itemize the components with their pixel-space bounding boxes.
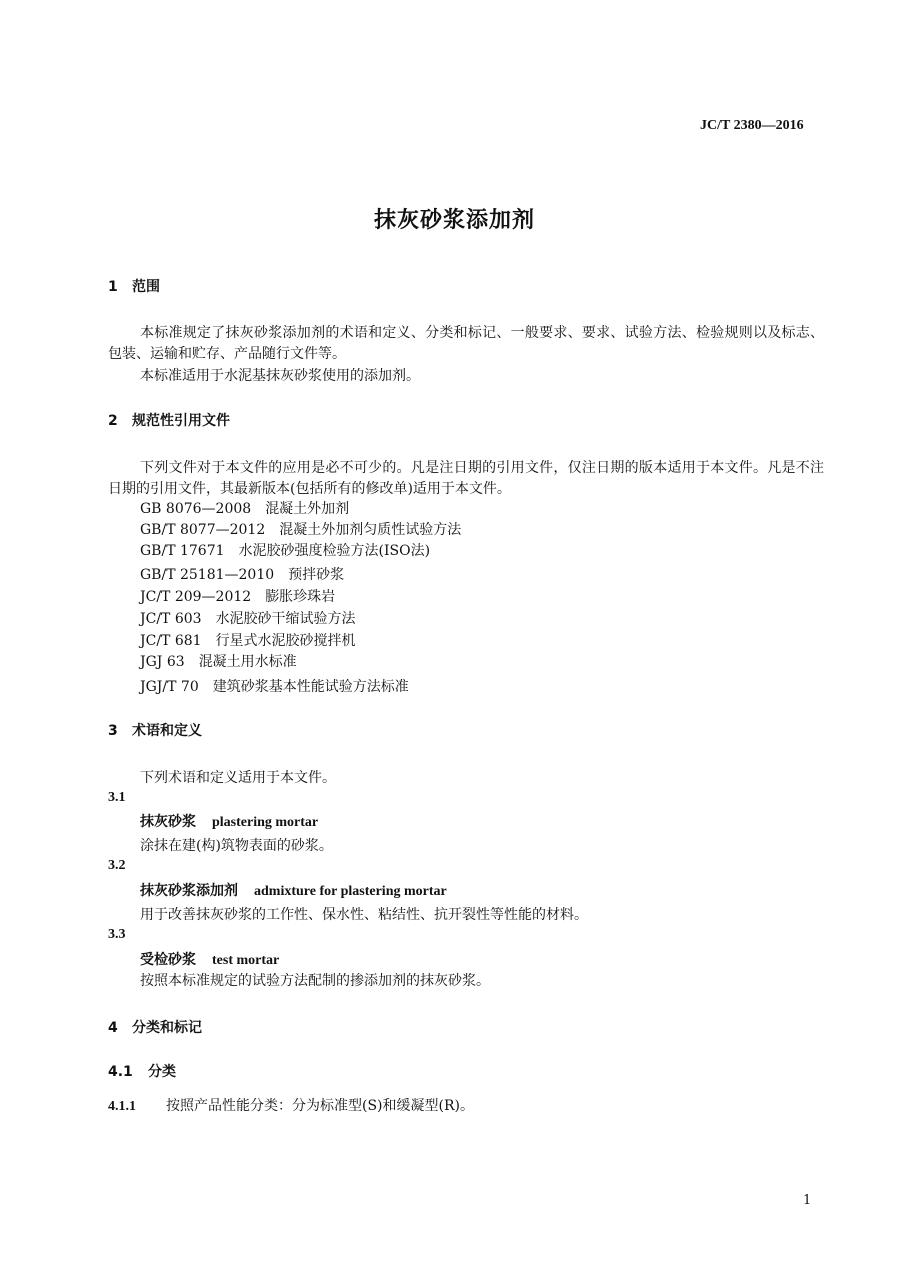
term-name-zh: 抹灰砂浆添加剂 — [140, 883, 238, 899]
term-name-en: test mortar — [212, 953, 280, 968]
reference-name: 建筑砂浆基本性能试验方法标准 — [212, 679, 409, 695]
reference-item — [140, 586, 335, 606]
clause-4-1-1 — [108, 1095, 474, 1115]
section-number: 3 — [108, 723, 118, 739]
reference-name: 水泥胶砂干缩试验方法 — [215, 611, 356, 627]
section-title: 术语和定义 — [132, 723, 202, 739]
reference-code: GB 8076—2008 — [140, 501, 252, 517]
clause-number: 4.1.1 — [108, 1099, 136, 1114]
reference-code: JGJ 63 — [140, 654, 185, 670]
reference-code: GB/T 17671 — [140, 543, 225, 559]
term-definition: 用于改善抹灰砂浆的工作性、保水性、粘结性、抗开裂性等性能的材料。 — [140, 907, 588, 923]
reference-item — [140, 498, 349, 518]
reference-code: JC/T 209—2012 — [140, 589, 252, 605]
reference-item — [140, 608, 356, 628]
section-title: 分类和标记 — [132, 1020, 202, 1036]
term-number: 3.1 — [108, 790, 126, 805]
document-title: 抹灰砂浆添加剂 — [373, 208, 535, 233]
section-2-heading — [108, 410, 230, 430]
reference-item — [140, 630, 356, 650]
reference-name: 混凝土外加剂 — [265, 501, 350, 517]
section-title: 范围 — [132, 279, 160, 295]
page-number: 1 — [803, 1193, 812, 1208]
reference-item — [140, 540, 430, 560]
term-name-zh: 抹灰砂浆 — [140, 814, 196, 830]
term-definition: 涂抹在建(构)筑物表面的砂浆。 — [140, 838, 333, 854]
reference-code: JGJ/T 70 — [140, 679, 199, 695]
reference-item — [140, 676, 409, 696]
reference-code: GB/T 8077—2012 — [140, 522, 266, 538]
reference-item — [140, 564, 344, 584]
section-2-paragraph-1: 下列文件对于本文件的应用是必不可少的。凡是注日期的引用文件，仅注日期的版本适用于本文件。凡是不注日期的引用文件，其最新版本(包括所有的修改单)适用于本文件。 — [108, 460, 824, 497]
section-title: 规范性引用文件 — [132, 413, 230, 429]
term-number: 3.2 — [108, 858, 126, 873]
term-number: 3.3 — [108, 927, 126, 942]
term-heading — [140, 949, 279, 969]
term-name-zh: 受检砂浆 — [140, 952, 196, 968]
reference-name: 水泥胶砂强度检验方法(ISO法) — [238, 543, 431, 559]
term-heading — [140, 811, 318, 831]
section-1-heading — [108, 276, 160, 296]
reference-name: 行星式水泥胶砂搅拌机 — [215, 633, 356, 649]
subsection-4-1-heading — [108, 1061, 176, 1081]
standard-code: JC/T 2380—2016 — [700, 118, 804, 133]
section-number: 1 — [108, 279, 118, 295]
reference-name: 混凝土外加剂匀质性试验方法 — [279, 522, 462, 538]
section-3-intro: 下列术语和定义适用于本文件。 — [140, 770, 336, 786]
reference-code: GB/T 25181—2010 — [140, 567, 275, 583]
reference-code: JC/T 681 — [140, 633, 202, 649]
section-3-heading — [108, 720, 202, 740]
section-1-paragraph-2: 本标准适用于水泥基抹灰砂浆使用的添加剂。 — [140, 368, 420, 384]
reference-code: JC/T 603 — [140, 611, 202, 627]
reference-name: 预拌砂浆 — [288, 567, 345, 583]
reference-item — [140, 519, 461, 539]
subsection-number: 4.1 — [108, 1064, 133, 1080]
reference-name: 膨胀珍珠岩 — [265, 589, 336, 605]
subsection-title: 分类 — [148, 1064, 176, 1080]
term-name-en: plastering mortar — [212, 815, 319, 830]
section-4-heading — [108, 1017, 202, 1037]
term-definition: 按照本标准规定的试验方法配制的掺添加剂的抹灰砂浆。 — [140, 973, 490, 989]
term-name-en: admixture for plastering mortar — [254, 884, 447, 899]
section-number: 4 — [108, 1020, 118, 1036]
term-heading — [140, 880, 447, 900]
clause-text: 按照产品性能分类：分为标准型(S)和缓凝型(R)。 — [166, 1098, 474, 1114]
section-number: 2 — [108, 413, 118, 429]
section-1-paragraph-1: 本标准规定了抹灰砂浆添加剂的术语和定义、分类和标记、一般要求、要求、试验方法、检验规则以及标志、包装、运输和贮存、产品随行文件等。 — [108, 325, 824, 362]
reference-item — [140, 651, 297, 671]
reference-name: 混凝土用水标准 — [198, 654, 297, 670]
